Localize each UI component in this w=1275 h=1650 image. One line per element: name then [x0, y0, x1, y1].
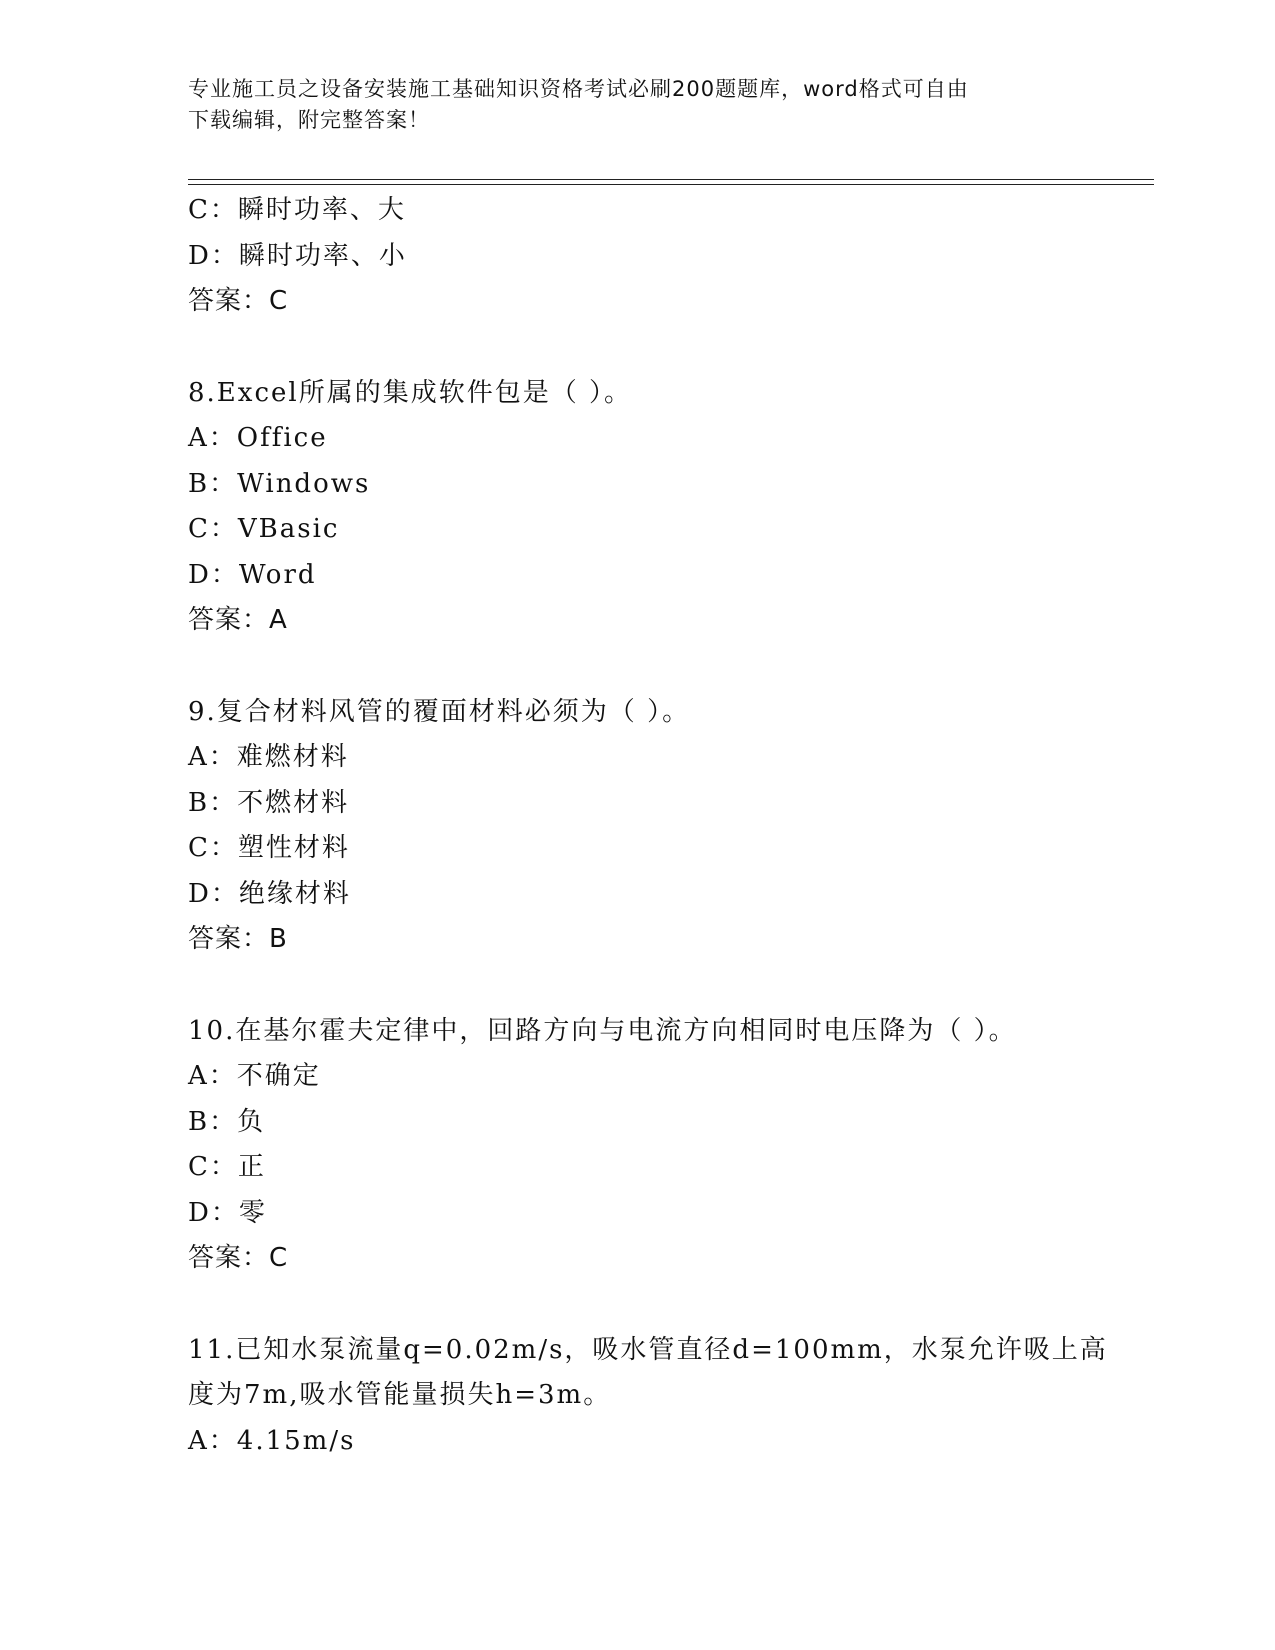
question-text-line: B：负 — [188, 1106, 266, 1137]
header-line-2: 下载编辑，附完整答案！ — [188, 108, 430, 132]
question-text-line: A：不确定 — [188, 1061, 321, 1091]
question-text-line: C：塑性材料 — [188, 833, 350, 863]
question-spacer — [188, 325, 1148, 371]
question-text-line: D：绝缘材料 — [188, 878, 351, 909]
question-text-line: B：不燃材料 — [188, 787, 350, 818]
question-text-line: C：瞬时功率、大 — [188, 195, 406, 225]
question-text-line: D：瞬时功率、小 — [188, 240, 407, 271]
document-header — [188, 74, 1088, 136]
question-text-line: A：Office — [188, 423, 328, 453]
header-divider-bottom — [188, 184, 1154, 185]
answer-line: 答案：A — [188, 605, 288, 635]
question-text-line: 9.复合材料风管的覆面材料必须为（ ）。 — [188, 696, 691, 727]
question-list — [188, 188, 1148, 1464]
question-spacer — [188, 1282, 1148, 1328]
answer-line: 答案：C — [188, 1243, 289, 1273]
question-text-line: D：零 — [188, 1197, 267, 1228]
header-divider-top — [188, 179, 1154, 180]
header-line-1: 专业施工员之设备安装施工基础知识资格考试必刷200题题库，word格式可自由 — [188, 77, 969, 101]
answer-line: 答案：C — [188, 286, 289, 316]
question-spacer — [188, 963, 1148, 1009]
question-text-line: C：正 — [188, 1152, 266, 1182]
question-spacer — [188, 644, 1148, 690]
question-text-line: D：Word — [188, 559, 317, 590]
question-text-line: A：难燃材料 — [188, 742, 349, 772]
question-text-line: A：4.15m/s — [188, 1425, 356, 1456]
question-text-line: B：Windows — [188, 468, 371, 499]
question-text-line: 8.Excel所属的集成软件包是（ ）。 — [188, 377, 632, 408]
answer-line: 答案：B — [188, 924, 288, 954]
question-text-line: 度为7m,吸水管能量损失h=3m。 — [188, 1380, 612, 1410]
question-text-line: 11.已知水泵流量q=0.02m/s，吸水管直径d=100mm，水泵允许吸上高 — [188, 1334, 1108, 1365]
question-text-line: C：VBasic — [188, 514, 340, 544]
question-text-line: 10.在基尔霍夫定律中，回路方向与电流方向相同时电压降为（ ）。 — [188, 1015, 1017, 1046]
